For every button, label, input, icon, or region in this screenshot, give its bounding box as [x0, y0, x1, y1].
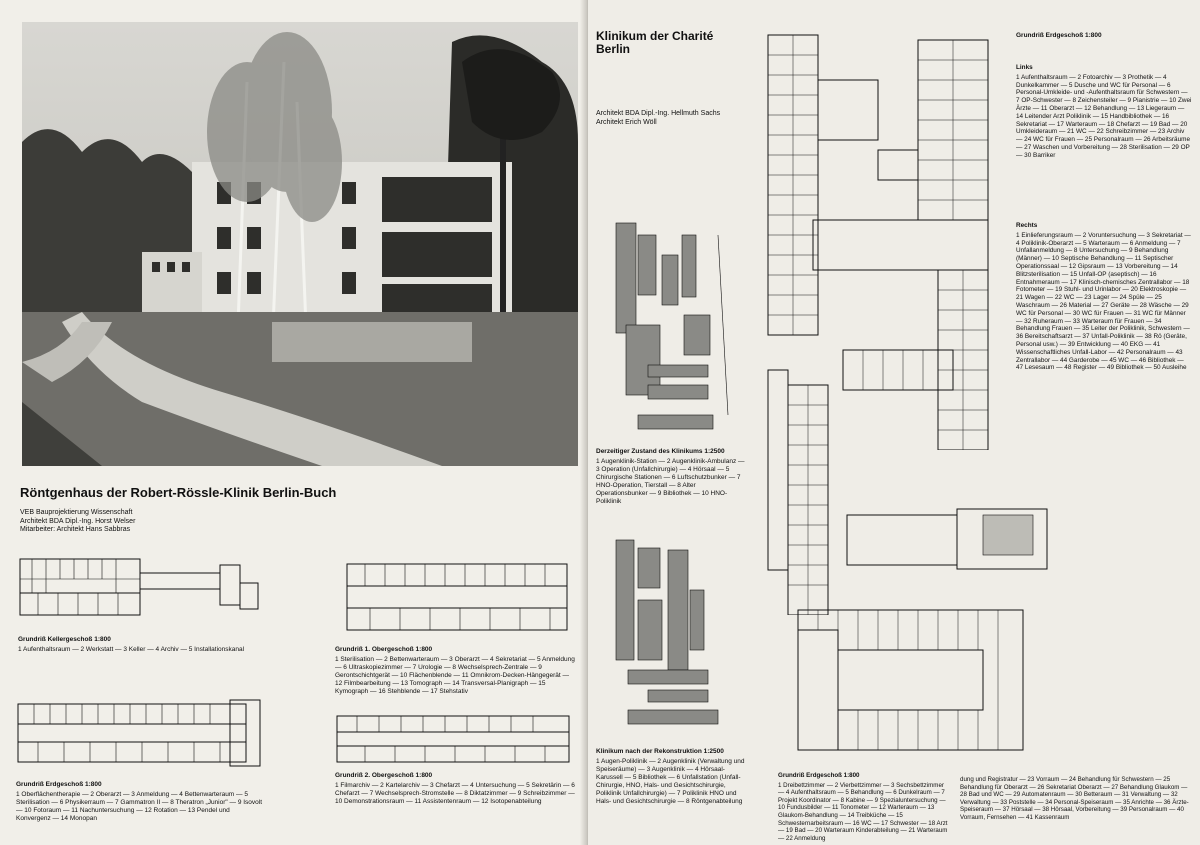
building-photo — [22, 22, 578, 466]
plan-legend: 1 Sterilisation — 2 Bettenwarteraum — 3 Oberarzt — 4 Sekretariat — 5 Anmeldung — 6 Ultraskopiezimmer — 7 Urologie — 8 Wechselsprech-Zentrale — 9 Gerontschichtgerät — 10 Flächenblende — 11 Omnikrom-Decken-Hängegerät — 12 Filmbearbeitung — 13 Tomograph — 14 Transversal-Planigraph — 15 Kymograph — 16 Stehblende — 17 Stehstativ — [335, 656, 575, 695]
credit-line: Architekt Erich Wöll — [596, 118, 657, 126]
right-page — [588, 0, 1200, 845]
legend-caption-title: Grundriß Erdgeschoß 1:800 — [1016, 32, 1102, 39]
credits — [596, 110, 720, 127]
plan-caption — [18, 636, 258, 654]
site-plan-legend: 1 Augen-Poliklinik — 2 Augenklinik (Verwaltung und Speiseräume) — 3 Augenklinik — 4 Hörsaal-Karussell — 5 Bibliothek — 6 Unfallstation (Unfall-Chirurgie, HNO, Hals- und Gesichtschirurgie, Poliklinik Unfallchirurgie) — 7 Poliklinik HNO und Hals- und Gesichtschirurgie — 8 Röntgenabteilung — [596, 758, 745, 805]
plan-caption-title: Grundriß Kellergeschoß 1:800 — [18, 636, 111, 643]
site-plan-caption-title: Klinikum nach der Rekonstruktion 1:2500 — [596, 748, 724, 755]
plan-caption — [335, 772, 575, 806]
legend-right-head: Rechts — [1016, 222, 1038, 229]
floor-plan-lecture-hall — [843, 505, 1058, 575]
legend-right-text: 1 Einlieferungsraum — 2 Voruntersuchung — 3 Sekretariat — 4 Poliklinik-Oberarzt — 5 Warteraum — 6 Anmeldung — 7 Unfallanmeldung — 8 Untersuchung — 9 Behandlung (Männer) — 10 Septische Behandlung — 11 Septischer Operationssaal — 12 Gipsraum — 13 Vorbereitung — 14 Blitzsterilisation — 15 Unfall-OP (aseptisch) — 16 Entnahmeraum — 17 Klinisch-chemisches Zentrallabor — 18 Fotometer — 19 Stuhl- und Urinlabor — 20 Elektroskopie — 21 Wagen — 22 WC — 23 Lager — 24 Spüle — 25 Waschraum — 26 Material — 27 Geräte — 28 Wäsche — 29 WC für Personal — 30 WC für Frauen — 31 WC für Männer — 32 Ruheraum — 33 Warteraum für Frauen — 34 Behandlung Frauen — 35 Leiter der Poliklinik, Schwestern — 36 Bereitschaftsarzt — 37 Unfall-Poliklinik — 38 Rö (Geräte, Personal usw.) — 39 Entwicklung — 40 EKG — 41 Wissenschaftliches Unfall-Labor — 42 Personalraum — 43 Zentrallabor — 44 Garderobe — 45 WC — 46 Bibliothek — 47 Lesesaum — 48 Register — 49 Bibliothek — 50 Ausleihe — [1016, 231, 1191, 372]
plan-caption-title: Grundriß 2. Obergeschoß 1:800 — [335, 772, 433, 779]
ground-floor-caption-title: Grundriß Erdgeschoß 1:800 — [778, 772, 860, 779]
legend-left — [1016, 64, 1192, 160]
floor-plan-2nd-floor — [335, 712, 575, 767]
legend-right — [1016, 222, 1192, 372]
site-plan-caption — [596, 448, 746, 506]
plan-caption-title: Grundriß Erdgeschoß 1:800 — [16, 781, 102, 788]
site-plan-reconstructed — [608, 530, 743, 745]
plan-legend: 1 Aufenthaltsraum — 2 Werkstatt — 3 Keller — 4 Archiv — 5 Installationskanal — [18, 646, 245, 653]
ground-floor-caption — [778, 772, 948, 842]
ground-floor-legend: dung und Registratur — 23 Vorraum — 24 Behandlung für Schwestern — 25 Behandlung für Oberarzt — 26 Sekretariat Oberarzt — 27 Behandlung Glaukom — 28 Bad und WC — 29 Automatenraum — 30 Betteraum — 31 Verwaltung — 32 Verwaltung — 33 Poststelle — 34 Personal-Speiseraum — 35 Anrichte — 36 Ärzte-Speiseraum — 37 Hörsaal — 38 Hörsaal, Vorbereitung — 39 Personalraum — 40 Vorraum, Fernsehen — 41 Kassenraum — [960, 776, 1189, 821]
ground-floor-caption-cont — [960, 776, 1190, 822]
page-title — [596, 30, 713, 56]
legend-left-text: 1 Aufenthaltsraum — 2 Fotoarchiv — 3 Prothetik — 4 Dunkelkammer — 5 Dusche und WC für Personal — 6 Personal-Umkleide- und -Aufenthaltsraum für Schwestern — 7 OP-Schwester — 8 Zeichensteiler — 9 Pianistrie — 10 Zwei Ärzte — 11 Oberarzt — 12 Behandlung — 13 Liegeraum — 14 Leitender Arzt Poliklinik — 15 Handbibliothek — 16 Sekretariat — 17 Warteraum — 18 Chefarzt — 19 Bad — 20 Umkleideraum — 21 WC — 22 Schreibzimmer — 23 Archiv — 24 WC für Frauen — 25 Personalraum — 26 Arbeitsräume — 27 Waschen und Vorbereitung — 28 Sterilisation — 29 OP — 30 Barriker — [1016, 73, 1192, 159]
site-plan-current — [608, 215, 743, 445]
floor-plan-1st-floor — [345, 560, 575, 635]
ground-floor-legend: 1 Dreibettzimmer — 2 Vierbettzimmer — 3 Sechsbettzimmer — 4 Aufenthaltsraum — 5 Behandlung — 6 Dunkelraum — 7 Projekt Koordinator — 8 Kabine — 9 Spezialuntersuchung — 10 Fundusbilder — 11 Tonometer — 12 Warteraum — 13 Glaukom-Behandlung — 14 Treibküche — 15 Schwesternarbeitsraum — 16 WC — 17 Schwester — 18 Arzt — 19 Bad — 20 Warteraum Kinderabteilung — 21 Warteraum — 22 Anmeldung — [778, 781, 948, 842]
plan-caption-title: Grundriß 1. Obergeschoß 1:800 — [335, 646, 433, 653]
credit-line: VEB Bauprojektierung Wissenschaft — [20, 509, 133, 516]
plan-legend: 1 Oberflächentherapie — 2 Oberarzt — 3 Anmeldung — 4 Bettenwarteraum — 5 Sterilisation — 6 Physikerraum — 7 Gammatron II — 8 Theratron „Junior" — 9 Isovolt — 10 Fotoraum — 11 Nachuntersuchung — 12 Rotation — 13 Pendel und Konvergenz — 14 Monopan — [16, 791, 263, 822]
credit-line: Architekt BDA Dipl.-Ing. Hellmuth Sachs — [596, 110, 721, 117]
legend-left-head: Links — [1016, 64, 1033, 71]
credit-line: Architekt BDA Dipl.-Ing. Horst Welser — [20, 517, 136, 525]
floor-plan-ground-floor — [16, 698, 264, 768]
plan-caption — [335, 646, 575, 696]
credits — [20, 509, 135, 535]
page-title: Röntgenhaus der Robert-Rössle-Klinik Berlin-Buch — [20, 485, 337, 500]
floor-plan-basement — [18, 553, 263, 623]
left-page — [0, 0, 588, 845]
title-line: Berlin — [596, 42, 631, 56]
plan-caption — [16, 781, 264, 823]
credit-line: Mitarbeiter: Architekt Hans Sabbras — [20, 526, 131, 533]
legend-block — [1016, 32, 1192, 42]
site-plan-caption — [596, 748, 746, 806]
plan-legend: 1 Filmarchiv — 2 Kartelarchiv — 3 Chefarzt — 4 Untersuchung — 5 Sekretärin — 6 Chefarzt — 7 Wechselsprech-Stromstelle — 8 Diktatzimmer — 9 Schreibzimmer — 10 Demonstrationsraum — 11 Assistentenraum — 12 Isotopenabteilung — [335, 782, 575, 805]
title-line: Klinikum der Charité — [596, 29, 714, 43]
site-plan-caption-title: Derzeitiger Zustand des Klinikums 1:2500 — [596, 448, 725, 455]
floor-plan-eye-clinic — [788, 590, 1038, 760]
floor-plan-wing-lower-left — [758, 365, 858, 615]
site-plan-legend: 1 Augenklinik-Station — 2 Augenklinik-Ambulanz — 3 Operation (Unfallchirurgie) — 4 Hörsaal — 5 Chirurgische Stationen — 6 Luftschutzbunker — 7 HNO-Operation, Tierstall — 8 Alter Operationsbunker — 9 Bibliothek — 10 HNO-Poliklinik — [596, 458, 745, 505]
